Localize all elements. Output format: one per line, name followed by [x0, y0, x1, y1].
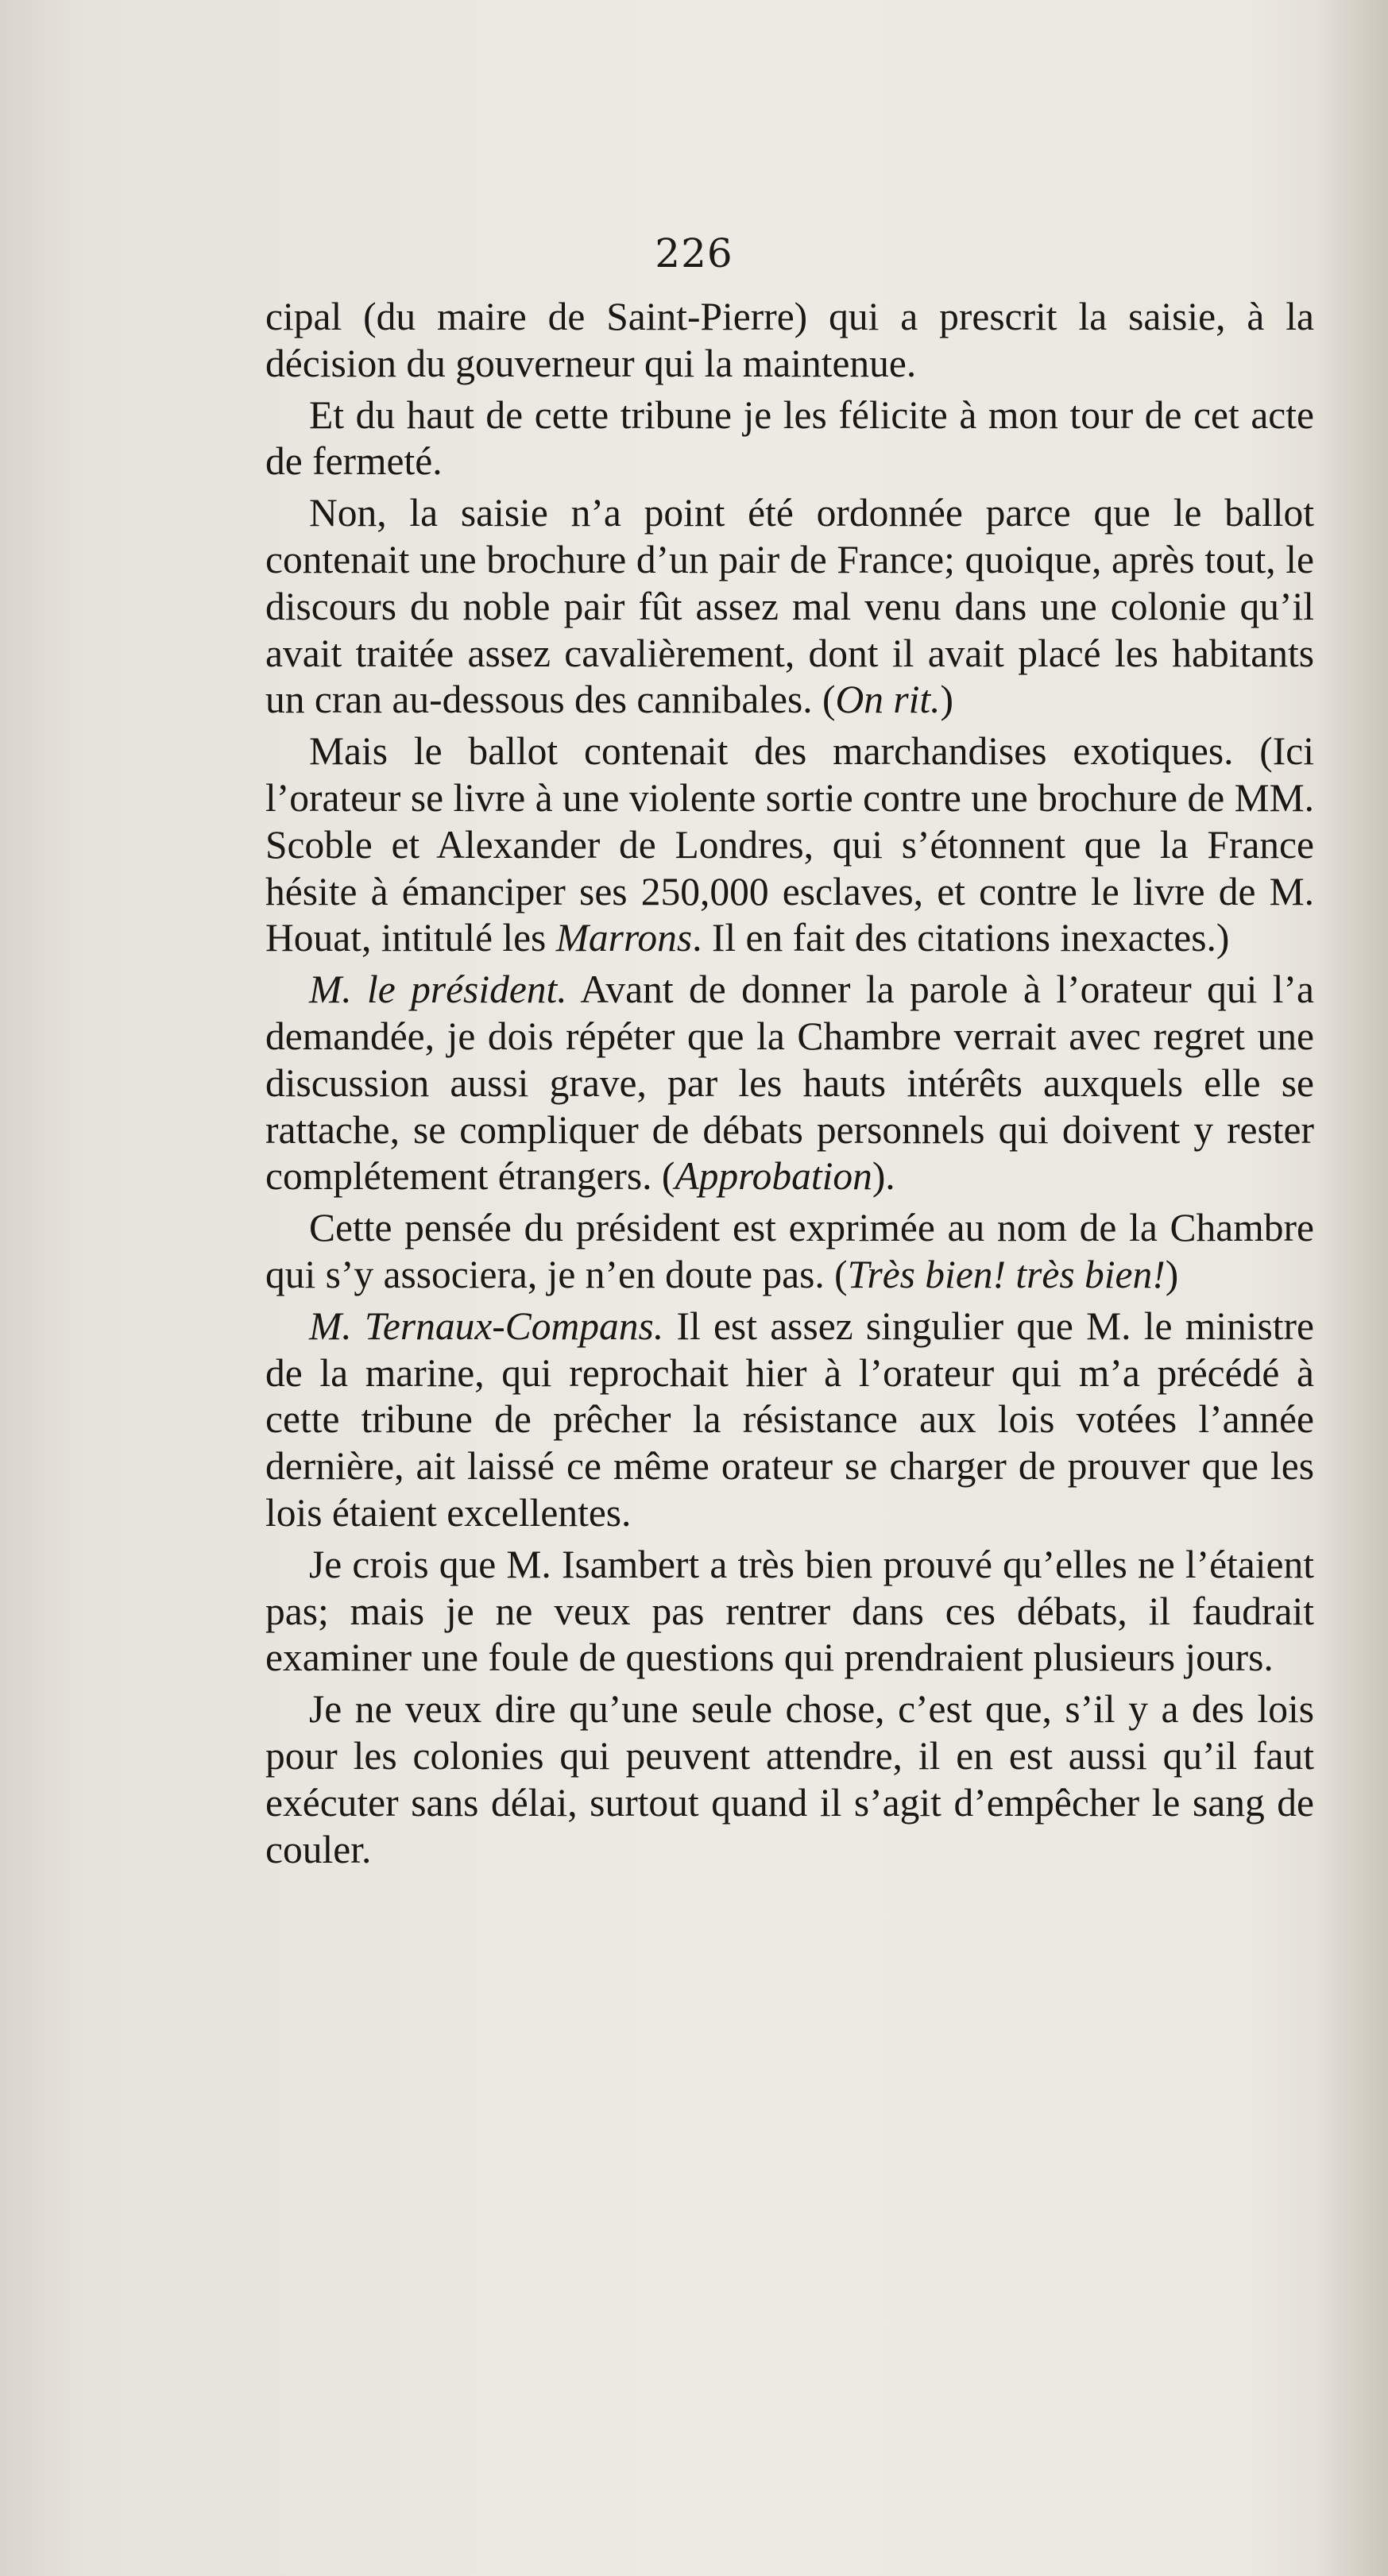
- italic-run: M. Ternaux-Compans.: [309, 1303, 664, 1348]
- italic-run: Très bien! très bien!: [847, 1252, 1166, 1296]
- paragraph: [265, 1303, 1314, 1537]
- paragraph: [265, 967, 1314, 1200]
- text-run: Et du haut de cette tribune je les félicite à mon tour de cet acte de fermeté.: [265, 392, 1314, 484]
- paragraph: [265, 294, 1314, 388]
- paragraph: [265, 392, 1314, 486]
- text-run: Je ne veux dire qu’une seule chose, c’est que, s’il y a des lois pour les colonies qui peuvent attendre, il en est aussi qu’il faut exécuter sans délai, surtout quand il s’agit d’empêcher le sang de couler.: [265, 1687, 1314, 1871]
- text-run: Je crois que M. Isambert a très bien prouvé qu’elles ne l’étaient pas; mais je ne veux pas rentrer dans ces débats, il faudrait examiner une foule de questions qui prendraient plusieurs jours.: [265, 1542, 1314, 1680]
- paragraph: [265, 728, 1314, 962]
- text-run: Il est assez singulier que M. le ministre de la marine, qui reprochait hier à l’orateur qui m’a précédé à cette tribune de prêcher la résistance aux lois votées l’année dernière, ait laissé ce même orateur se charger de prouver que les lois étaient excellentes.: [265, 1303, 1314, 1535]
- text-run: Non, la saisie n’a point été ordonnée parce que le ballot contenait une brochure d’un pair de France; quoique, après tout, le discours du noble pair fût assez mal venu dans une colonie qu’il avait traitée assez cavalièrement, dont il avait placé les habitants un cran au-dessous des cannibales. (: [265, 491, 1314, 722]
- italic-run: Marrons: [555, 916, 693, 960]
- text-run: Avant de donner la parole à l’orateur qui l’a demandée, je dois répéter que la Chambre verrait avec regret une discussion aussi grave, par les hauts intérêts auxquels elle se rattache, se compliquer de débats personnels qui doivent y rester complétement étrangers. (: [265, 967, 1314, 1199]
- page-number: 226: [655, 230, 733, 276]
- text-run: ): [940, 678, 954, 722]
- italic-run: On rit.: [835, 678, 941, 722]
- page-edge-shadow: [1316, 0, 1388, 2576]
- text-run: . Il en fait des citations inexactes.): [692, 916, 1230, 960]
- text-run: cipal (du maire de Saint-Pierre) qui a prescrit la saisie, à la décision du gouverneur qui la maintenue.: [265, 295, 1314, 385]
- body-text: [265, 294, 1314, 1878]
- text-run: Cette pensée du président est exprimée au nom de la Chambre qui s’y associera, je n’en doute pas. (: [265, 1206, 1314, 1296]
- paragraph: [265, 490, 1314, 724]
- text-run: ).: [872, 1154, 895, 1199]
- text-run: Mais le ballot contenait des marchandises exotiques. (Ici l’orateur se livre à une violente sortie contre une brochure de MM. Scoble et Alexander de Londres, qui s’étonnent que la France hésite à émanciper ses 250,000 esclaves, et contre le livre de M. Houat, intitulé les: [265, 729, 1314, 960]
- paragraph: [265, 1205, 1314, 1299]
- paragraph: [265, 1542, 1314, 1682]
- paragraph: [265, 1686, 1314, 1873]
- italic-run: M. le président.: [309, 967, 567, 1012]
- italic-run: Approbation: [675, 1154, 872, 1199]
- text-run: ): [1165, 1252, 1179, 1296]
